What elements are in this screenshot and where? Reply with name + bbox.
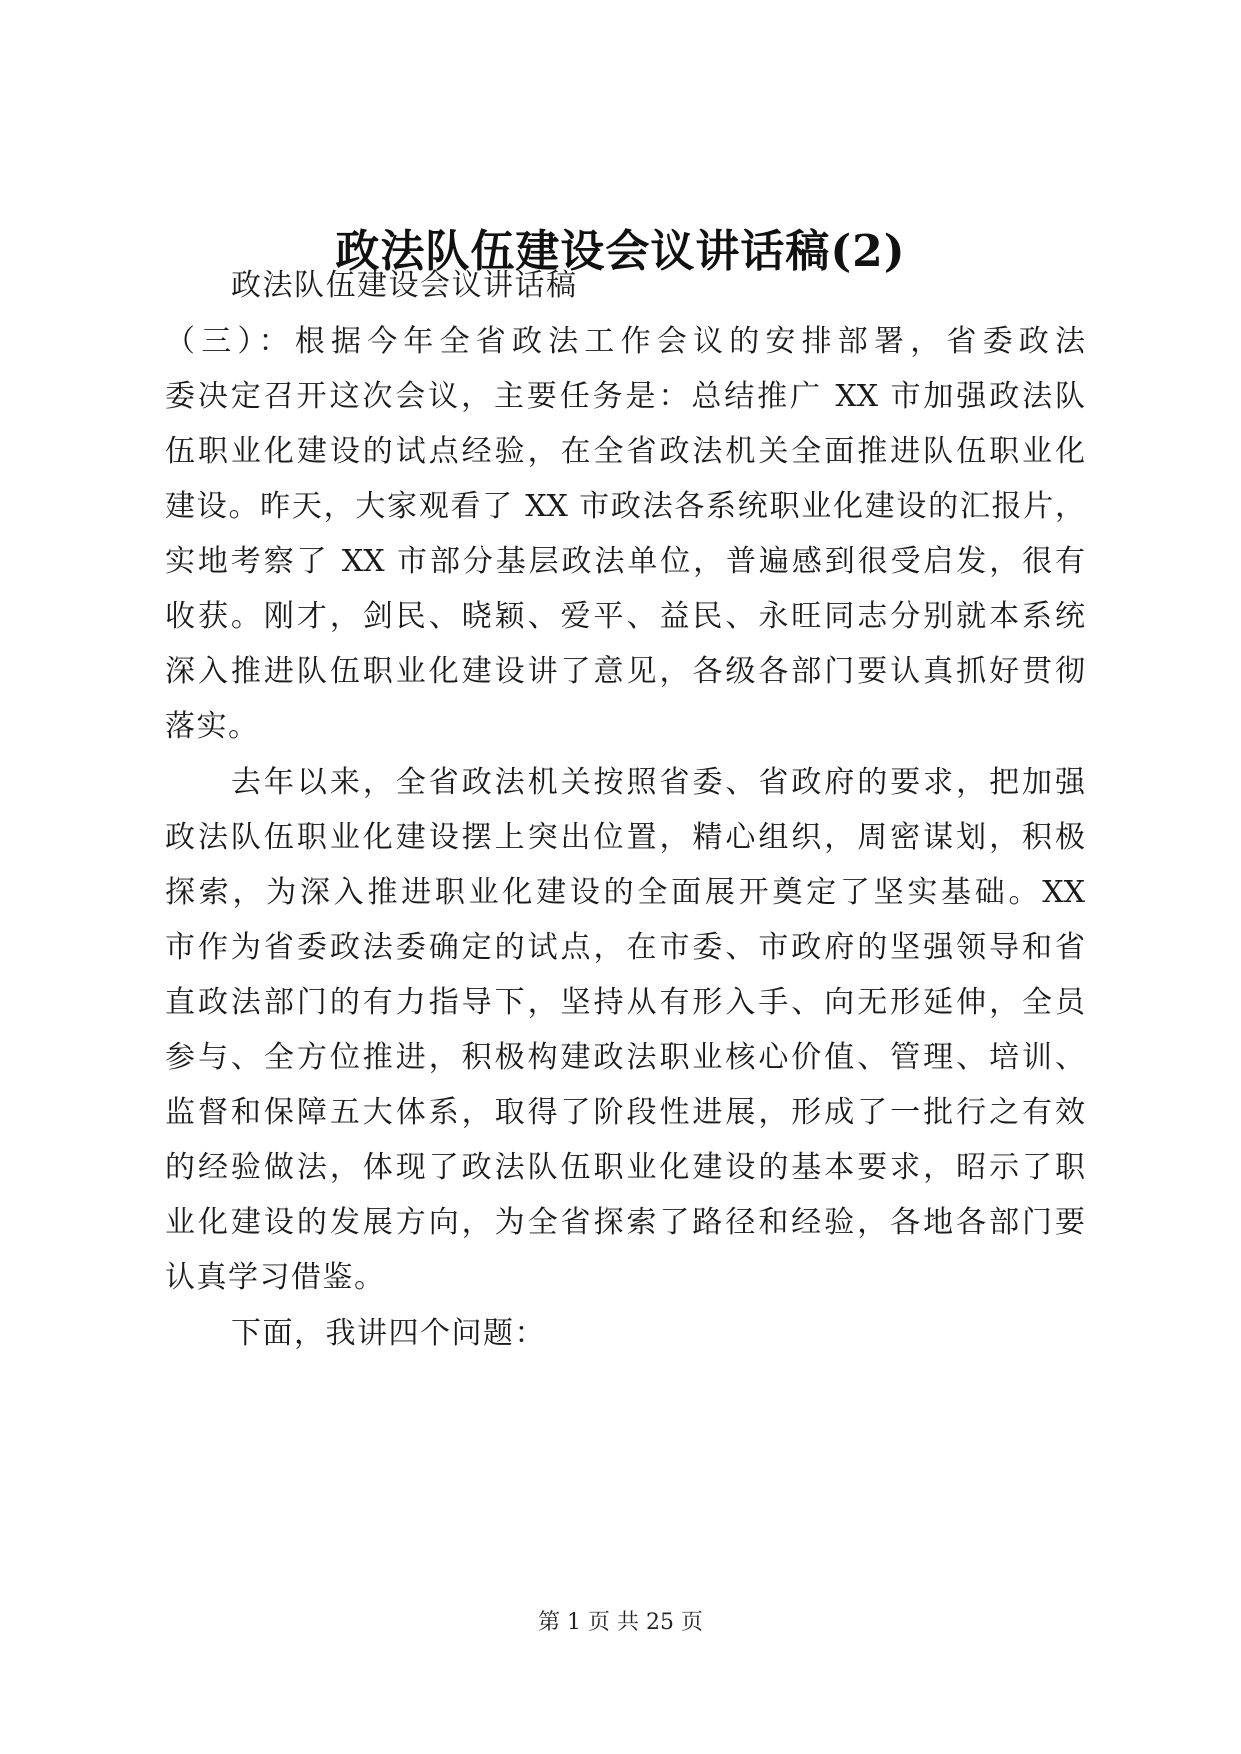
paragraph-1-line: 建设。昨天，大家观看了 XX 市政法各系统职业化建设的汇报片，: [165, 489, 1085, 524]
paragraph-1-line: 落实。: [165, 709, 260, 744]
paragraph-2-line: 去年以来，全省政法机关按照省委、省政府的要求，把加强: [231, 765, 1085, 800]
paragraph-2-line: 市作为省委政法委确定的试点，在市委、市政府的坚强领导和省: [165, 930, 1085, 965]
paragraph-1-line: （三）：根据今年全省政法工作会议的安排部署，省委政法: [165, 324, 1085, 359]
document-subtitle: 政法队伍建设会议讲话稿: [231, 268, 578, 303]
paragraph-1-line: 伍职业化建设的试点经验，在全省政法机关全面推进队伍职业化: [165, 434, 1085, 469]
page-footer: 第 1 页 共 25 页: [538, 1610, 703, 1635]
paragraph-2-line: 业化建设的发展方向，为全省探索了路径和经验，各地各部门要: [165, 1205, 1085, 1240]
document-title: 政法队伍建设会议讲话稿(2): [335, 226, 906, 277]
paragraph-2-line: 直政法部门的有力指导下，坚持从有形入手、向无形延伸，全员: [165, 985, 1085, 1020]
paragraph-2-line: 政法队伍职业化建设摆上突出位置，精心组织，周密谋划，积极: [165, 820, 1085, 855]
paragraph-1-line: 深入推进队伍职业化建设讲了意见，各级各部门要认真抓好贯彻: [165, 654, 1085, 689]
paragraph-1-line: 实地考察了 XX 市部分基层政法单位，普遍感到很受启发，很有: [165, 544, 1085, 579]
paragraph-1-line: 委决定召开这次会议，主要任务是：总结推广 XX 市加强政法队: [165, 379, 1085, 414]
paragraph-2-line: 探索，为深入推进职业化建设的全面展开奠定了坚实基础。XX: [165, 875, 1085, 910]
paragraph-2-line: 参与、全方位推进，积极构建政法职业核心价值、管理、培训、: [165, 1040, 1085, 1075]
paragraph-3: 下面，我讲四个问题：: [231, 1316, 546, 1351]
paragraph-2-line: 监督和保障五大体系，取得了阶段性进展，形成了一批行之有效: [165, 1095, 1085, 1130]
paragraph-1-line: 收获。刚才，剑民、晓颖、爱平、益民、永旺同志分别就本系统: [165, 599, 1085, 634]
paragraph-2-line: 认真学习借鉴。: [165, 1260, 386, 1295]
paragraph-2-line: 的经验做法，体现了政法队伍职业化建设的基本要求，昭示了职: [165, 1150, 1085, 1185]
